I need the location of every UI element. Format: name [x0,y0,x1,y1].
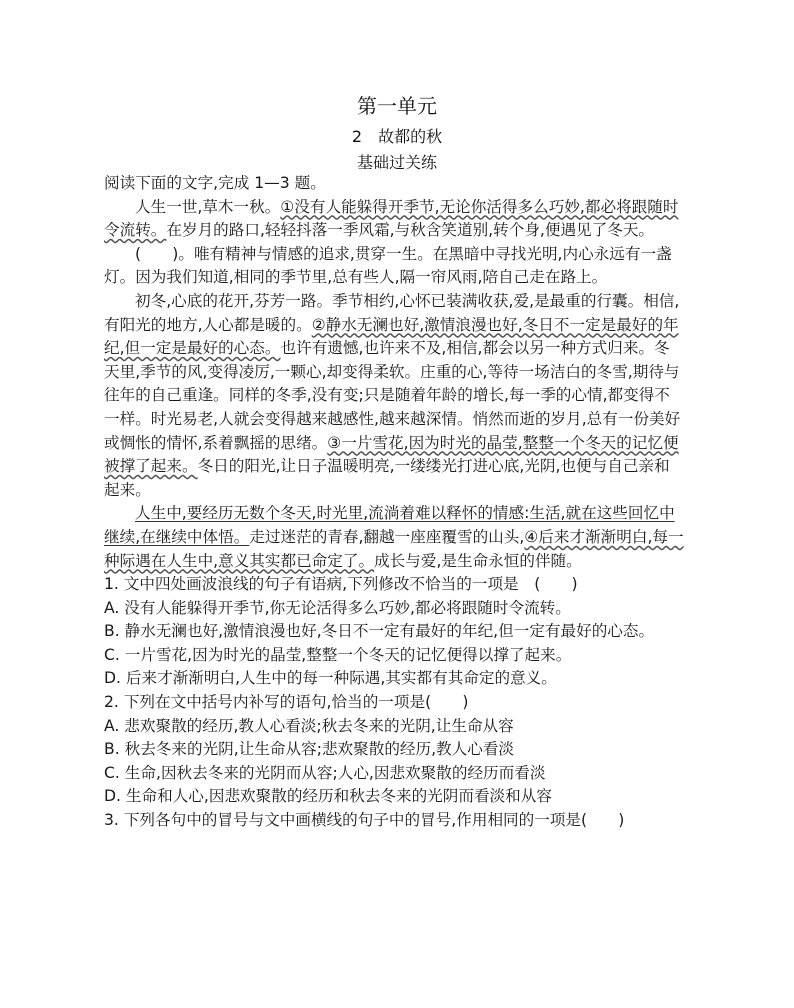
passage-paragraph-1 [104,196,684,243]
text-span: 初冬,心底的花开,芬芳一路。季节相约,心怀已装满收获,爱,是最重的行囊。相信,有阳光的地方,人心都是暖的。 [104,291,680,334]
passage-paragraph-4 [104,502,684,573]
lesson-number: 2 [351,127,363,146]
wavy-sentence-4: ④后来才渐渐明白,每一种际遇在人生中,意义其实都已命定了。 [104,527,684,570]
wavy-sentence-2: ②静水无澜也好,激情浪漫也好,冬日不一定是最好的年纪,但一定是最好的心态。 [104,315,679,358]
text-span: 冬日的阳光,让日子温暖明亮,一缕缕光打进心底,光阴,也便与自己亲和起来。 [104,457,670,499]
question-1-option-c: C. 一片雪花,因为时光的晶莹,整整一个冬天的记忆便得以撑了起来。 [104,645,572,664]
question-2-option-a: A. 悲欢聚散的经历,教人心看淡;秋去冬来的光阴,让生命从容 [104,716,514,735]
wavy-sentence-3: ③一片雪花,因为时光的晶莹,整整一个冬天的记忆便被撑了起来。 [104,433,679,476]
question-2-option-b: B. 秋去冬来的光阴,让生命从容;悲欢聚散的经历,教人心看淡 [104,740,515,759]
text-span: 也许有遗憾,也许来不及,相信,都会以另一种方式归来。冬天里,季节的风,变得凌厉,一颗心,却变得柔软。庄重的心,等待一场洁白的冬雪,期待与往年的自己重逢。同样的冬季,没有变;只是随着年龄的增长,每一季的心情,都变得不一样。时光易老,人就会变得越来越感性,越来越深情。悄然而逝的岁月,总有一份美好或惆怅的情怀,系着飘摇的思绪。 [104,339,681,452]
passage-paragraph-3 [104,290,684,502]
question-1-stem: 1. 文中四处画波浪线的句子有语病,下列修改不恰当的一项是 ( ) [104,575,578,594]
question-2-stem: 2. 下列在文中括号内补写的语句,恰当的一项是( ) [104,693,469,712]
text-span: 人生一世,草木一秋。 [135,197,281,216]
question-2-option-d: D. 生命和人心,因悲欢聚散的经历和秋去冬来的光阴而看淡和从容 [104,787,552,806]
question-1-option-b: B. 静水无澜也好,激情浪漫也好,冬日不一定有最好的年纪,但一定有最好的心态。 [104,622,655,641]
text-span: 在岁月的路口,轻轻抖落一季风霜,与秋含笑道别,转个身,便遇见了冬天。 [166,221,655,240]
text-span: 走过迷茫的青春,翻越一座座覆雪的山头, [249,527,525,546]
passage-paragraph-2: ( )。唯有精神与情感的追求,贯穿一生。在黑暗中寻找光明,内心永远有一盏灯。因为我们知道,相同的季节里,总有些人,隔一帘风雨,陪自己走在路上。 [104,244,672,287]
lesson-name: 故都的秋 [378,127,443,146]
question-1-option-d: D. 后来才渐渐明白,人生中的每一种际遇,其实都有其命定的意义。 [104,669,557,688]
question-3-stem: 3. 下列各句中的冒号与文中画横线的句子中的冒号,作用相同的一项是( ) [104,811,625,830]
question-2-option-c: C. 生命,因秋去冬来的光阴而从容;人心,因悲欢聚散的经历而看淡 [104,763,546,782]
unit-title: 第一单元 [357,94,437,118]
wavy-sentence-1: ①没有人能躲得开季节,无论你活得多么巧妙,都必将跟随时令流转。 [104,197,679,240]
underlined-sentence: 人生中,要经历无数个冬天,时光里,流淌着难以释怀的情感:生活,就在这些回忆中继续,在继续中体悟。 [104,504,675,546]
question-1-option-a: A. 没有人能躲得开季节,你无论活得多么巧妙,都必将跟随时令流转。 [104,598,571,617]
text-span: 成长与爱,是生命永恒的伴随。 [374,551,582,570]
lesson-title [0,124,794,147]
instruction: 阅读下面的文字,完成 1—3 题。 [104,174,326,192]
document-body [104,172,684,833]
section-title: 基础过关练 [356,153,437,172]
